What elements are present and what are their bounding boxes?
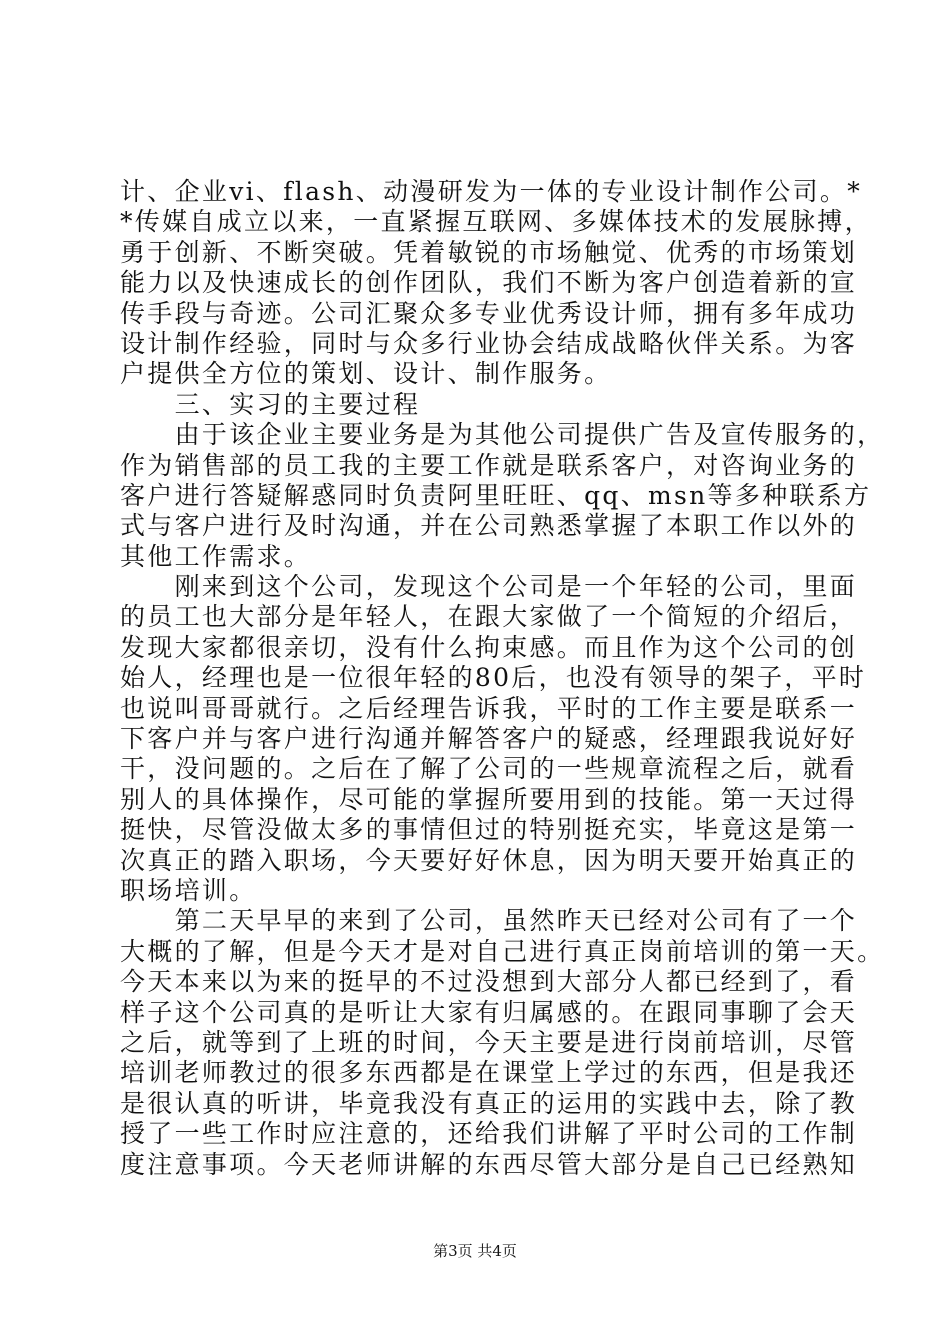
text-line: 样子这个公司真的是听让大家有归属感的。在跟同事聊了会天 (120, 997, 858, 1027)
text-line: 大概的了解，但是今天才是对自己进行真正岗前培训的第一天。 (120, 936, 885, 966)
text-line: 设计制作经验，同时与众多行业协会结成战略伙伴关系。为客 (120, 328, 858, 358)
page-footer: 第3页 共4页 (433, 1242, 517, 1260)
text-line: 是很认真的听讲，毕竟我没有真正的运用的实践中去，除了教 (120, 1088, 858, 1118)
text-line: 第二天早早的来到了公司，虽然昨天已经对公司有了一个 (120, 906, 858, 936)
text-line: 今天本来以为来的挺早的不过没想到大部分人都已经到了，看 (120, 967, 858, 997)
text-line: 刚来到这个公司，发现这个公司是一个年轻的公司，里面 (120, 572, 858, 602)
text-line: 勇于创新、不断突破。凭着敏锐的市场触觉、优秀的市场策划 (120, 237, 858, 267)
text-line: 授了一些工作时应注意的，还给我们讲解了平时公司的工作制 (120, 1119, 858, 1149)
text-line: 也说叫哥哥就行。之后经理告诉我，平时的工作主要是联系一 (120, 693, 858, 723)
text-line: 其他工作需求。 (120, 541, 312, 571)
text-line: 发现大家都很亲切，没有什么拘束感。而且作为这个公司的创 (120, 632, 858, 662)
text-line: 式与客户进行及时沟通，并在公司熟悉掌握了本职工作以外的 (120, 511, 858, 541)
text-line: 职场培训。 (120, 875, 257, 905)
text-line: 作为销售部的员工我的主要工作就是联系客户，对咨询业务的 (120, 450, 858, 480)
text-line: 户提供全方位的策划、设计、制作服务。 (120, 359, 612, 389)
text-line: 客户进行答疑解惑同时负责阿里旺旺、qq、msn等多种联系方 (120, 480, 872, 510)
text-line: 之后，就等到了上班的时间，今天主要是进行岗前培训，尽管 (120, 1027, 858, 1057)
text-line: 挺快，尽管没做太多的事情但过的特别挺充实，毕竟这是第一 (120, 815, 858, 845)
text-line: *传媒自成立以来，一直紧握互联网、多媒体技术的发展脉搏， (120, 207, 872, 237)
text-line: 别人的具体操作，尽可能的掌握所要用到的技能。第一天过得 (120, 784, 858, 814)
text-line: 次真正的踏入职场，今天要好好休息，因为明天要开始真正的 (120, 845, 858, 875)
text-line: 能力以及快速成长的创作团队，我们不断为客户创造着新的宣 (120, 268, 858, 298)
text-line: 度注意事项。今天老师讲解的东西尽管大部分是自己已经熟知 (120, 1149, 858, 1179)
text-line: 始人，经理也是一位很年轻的80后，也没有领导的架子，平时 (120, 663, 867, 693)
text-line: 的员工也大部分是年轻人，在跟大家做了一个简短的介绍后， (120, 602, 858, 632)
text-line: 干，没问题的。之后在了解了公司的一些规章流程之后，就看 (120, 754, 858, 784)
text-line: 计、企业vi、flash、动漫研发为一体的专业设计制作公司。* (120, 177, 863, 206)
text-line: 由于该企业主要业务是为其他公司提供广告及宣传服务的， (120, 420, 885, 450)
text-line: 传手段与奇迹。公司汇聚众多专业优秀设计师，拥有多年成功 (120, 298, 858, 328)
text-line: 培训老师教过的很多东西都是在课堂上学过的东西，但是我还 (120, 1058, 858, 1088)
text-line: 下客户并与客户进行沟通并解答客户的疑惑，经理跟我说好好 (120, 724, 858, 754)
text-line: 三、实习的主要过程 (120, 389, 421, 419)
document-body (120, 177, 885, 1180)
